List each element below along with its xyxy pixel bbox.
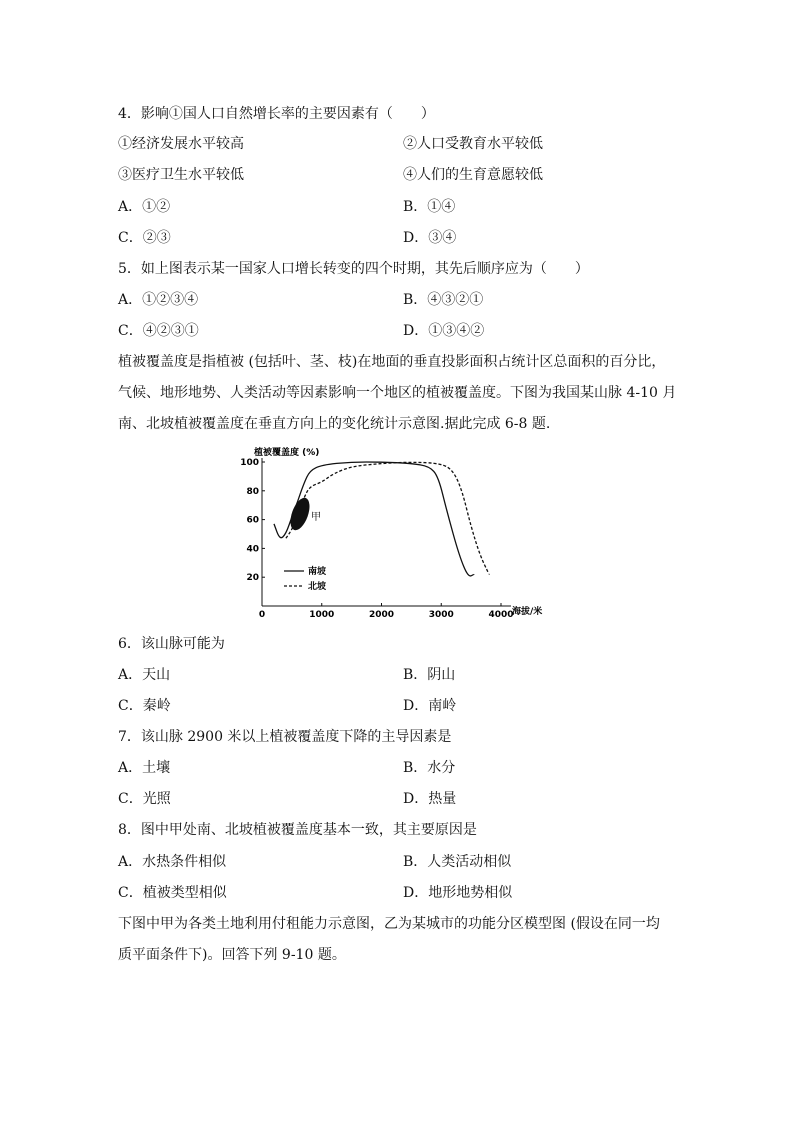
q6-stem: 6．该山脉可能为 (118, 636, 225, 652)
y-tick-label: 40 (246, 544, 259, 555)
y-tick-label: 80 (246, 486, 259, 497)
jia-marker (287, 495, 314, 532)
legend-north-label: 北坡 (308, 582, 327, 592)
x-tick-label: 4000 (488, 610, 514, 620)
q7-stem: 7．该山脉 2900 米以上植被覆盖度下降的主导因素是 (118, 729, 452, 745)
jia-label: 甲 (311, 512, 321, 523)
intro1-line-2: 气候、地形地势、人类活动等因素影响一个地区的植被覆盖度。下图为我国某山脉 4-10 月 (118, 385, 677, 401)
q4-option-a: A．①② (118, 199, 171, 215)
x-axis-label: 海拔/米 (512, 607, 543, 617)
intro2-line-2: 质平面条件下)。回答下列 9-10 题。 (118, 947, 346, 963)
q5-option-d: D．①③④② (403, 323, 485, 339)
q4-stem: 4．影响①国人口自然增长率的主要因素有（ ） (118, 106, 435, 122)
q4-factor-2: ②人口受教育水平较低 (403, 136, 543, 152)
chart-y-ticks (240, 458, 265, 583)
q6-option-c: C．秦岭 (118, 698, 171, 714)
q6-option-d: D．南岭 (403, 698, 457, 714)
q4-factor-1: ①经济发展水平较高 (118, 136, 244, 152)
y-tick-label: 100 (240, 458, 259, 468)
y-tick-label: 60 (246, 515, 259, 526)
x-tick-label: 3000 (428, 610, 454, 620)
q8-option-b: B．人类活动相似 (403, 854, 512, 870)
chart-axes (262, 458, 511, 606)
q5-option-b: B．④③②① (403, 292, 484, 308)
q4-option-b: B．①④ (403, 199, 456, 215)
intro1-line-1: 植被覆盖度是指植被 (包括叶、茎、枝)在地面的垂直投影面积占统计区总面积的百分比， (118, 354, 666, 370)
x-tick-label: 2000 (368, 610, 395, 620)
q5-option-a: A．①②③④ (118, 292, 199, 308)
q7-option-c: C．光照 (118, 791, 171, 807)
q5-option-c: C．④②③① (118, 323, 199, 339)
intro1-line-3: 南、北坡植被覆盖度在垂直方向上的变化统计示意图.据此完成 6-8 题. (118, 416, 551, 432)
q4-option-c: C．②③ (118, 230, 171, 246)
q8-stem: 8．图中甲处南、北坡植被覆盖度基本一致，其主要原因是 (118, 822, 477, 838)
q4-factor-3: ③医疗卫生水平较低 (118, 167, 244, 183)
q4-factor-4: ④人们的生育意愿较低 (403, 167, 543, 183)
y-axis-label: 植被覆盖度 (%) (254, 448, 320, 458)
x-tick-label: 0 (258, 610, 266, 620)
legend-south-label: 南坡 (308, 567, 327, 577)
x-tick-label: 1000 (309, 610, 335, 620)
q6-option-a: A．天山 (118, 667, 171, 683)
y-tick-label: 20 (246, 573, 259, 584)
q5-stem: 5．如上图表示某一国家人口增长转变的四个时期，其先后顺序应为（ ） (118, 261, 589, 277)
q7-option-d: D．热量 (403, 791, 457, 807)
q6-option-b: B．阴山 (403, 667, 456, 683)
q8-option-d: D．地形地势相似 (403, 885, 513, 901)
q8-option-c: C．植被类型相似 (118, 885, 227, 901)
q4-option-d: D．③④ (403, 230, 457, 246)
q8-option-a: A．水热条件相似 (118, 854, 227, 870)
vegetation-coverage-chart (236, 440, 566, 620)
intro2-line-1: 下图中甲为各类土地利用付租能力示意图，乙为某城市的功能分区模型图 (假设在同一均 (118, 916, 660, 932)
q7-option-a: A．土壤 (118, 760, 171, 776)
chart-legend (284, 565, 327, 592)
q7-option-b: B．水分 (403, 760, 456, 776)
